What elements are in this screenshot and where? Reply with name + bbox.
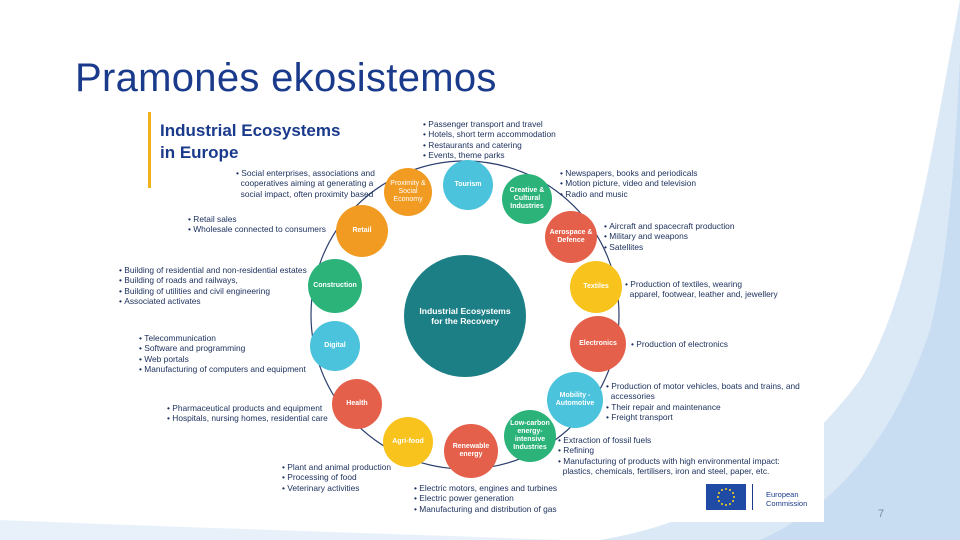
circle-digital [310,321,360,371]
desc-textiles [625,279,778,300]
label-mobility: Mobility - Automotive [555,392,595,407]
desc-renewable [414,483,557,514]
label-agrifood: Agri-food [392,438,424,445]
page-number: 7 [878,508,885,520]
desc-item: • Motion picture, video and television [560,178,697,188]
desc-mobility [606,381,800,422]
desc-item: • Building of residential and non-residential estates [119,265,307,275]
circle-creative [502,174,552,224]
circle-agrifood [383,417,433,467]
desc-item: • Military and weapons [604,231,735,241]
desc-item: • Production of textiles, wearing [625,279,778,289]
desc-item: • Manufacturing of products with high environmental impact: [558,456,780,466]
desc-item: • Newspapers, books and periodicals [560,168,697,178]
circle-retail [336,205,388,257]
logo-line-2: Commission [766,499,808,508]
desc-item: • Satellites [604,242,735,252]
circle-proximity [384,168,432,216]
desc-item: • Associated activates [119,296,307,306]
desc-item: • Processing of food [282,472,391,482]
label-tourism: Tourism [454,181,482,188]
desc-health [167,403,328,424]
desc-item: • Freight transport [606,412,800,422]
infographic-header [160,120,340,164]
desc-item: • Production of motor vehicles, boats and trains, and [606,381,800,391]
label-health: Health [346,400,368,407]
circle-renewable [444,424,498,478]
logo-divider [752,484,754,510]
desc-item: • Refining [558,445,780,455]
logo-line-1: European [766,490,799,499]
desc-aerospace [604,221,735,252]
desc-retail [188,214,326,235]
desc-item: • Veterinary activities [282,483,391,493]
desc-item: • Manufacturing and distribution of gas [414,504,557,514]
circle-energy-intensive [504,410,556,462]
circle-health [332,379,382,429]
circle-mobility [547,372,603,428]
desc-item: • Social enterprises, associations and [236,168,375,178]
eu-flag-icon [706,484,746,510]
desc-item: • Pharmaceutical products and equipment [167,403,328,413]
label-textiles: Textiles [583,283,609,290]
desc-item: • Manufacturing of computers and equipment [139,364,306,374]
header-line-2: in Europe [160,143,239,162]
desc-item: • Production of electronics [631,339,728,349]
label-aerospace: Aerospace & Defence [549,229,593,244]
desc-item: apparel, footwear, leather and, jewellery [629,289,778,300]
circle-tourism [443,160,493,210]
desc-item: • Extraction of fossil fuels [558,435,780,445]
desc-item: • Building of utilities and civil engineering [119,286,307,296]
circle-textiles [570,261,622,313]
desc-item: • Radio and music [560,189,697,199]
label-center: Industrial Ecosystems for the Recovery [419,305,511,326]
desc-digital [139,333,306,374]
desc-item: • Restaurants and catering [423,140,556,150]
desc-item: • Events, theme parks [423,150,556,160]
desc-item: • Hospitals, nursing homes, residential care [167,413,328,423]
label-renewable: Renewable energy [452,443,490,458]
label-digital: Digital [324,342,346,349]
desc-item: cooperatives aiming at generating a [240,178,374,189]
desc-agrifood [282,462,391,493]
circle-aerospace [545,211,597,263]
eu-commission-label [766,490,807,508]
slide-title: Pramonės ekosistemos [75,56,497,100]
desc-creative [560,168,697,199]
desc-item: social impact, often proximity based [240,188,374,199]
desc-item: accessories [610,391,655,402]
desc-item: • Telecommunication [139,333,306,343]
label-energy-intensive: Low-carbon energy-intensive Industries [510,420,550,451]
desc-item: • Plant and animal production [282,462,391,472]
desc-energy-intensive [558,435,780,476]
desc-item: • Their repair and maintenance [606,402,800,412]
desc-item: • Electric power generation [414,493,557,503]
desc-item: • Electric motors, engines and turbines [414,483,557,493]
desc-item: • Web portals [139,354,306,364]
desc-construction [119,265,307,306]
circle-electronics [570,316,626,372]
desc-proximity [236,168,375,199]
desc-item: • Hotels, short term accommodation [423,129,556,139]
circle-center [404,255,526,377]
desc-item: • Wholesale connected to consumers [188,224,326,234]
desc-item: • Passenger transport and travel [423,119,556,129]
desc-tourism [423,119,556,160]
desc-item: • Retail sales [188,214,326,224]
label-retail: Retail [352,227,372,234]
desc-item: • Aircraft and spacecraft production [604,221,735,231]
label-construction: Construction [313,282,357,289]
desc-electronics [631,339,728,349]
label-electronics: Electronics [579,340,617,347]
header-line-1: Industrial Ecosystems [160,121,341,140]
desc-item: • Software and programming [139,343,306,353]
desc-item: • Building of roads and railways, [119,275,307,285]
circle-construction [308,259,362,313]
label-proximity: Proximity & Social Economy [390,180,426,203]
desc-item: plastics, chemicals, fertilisers, iron and steel, paper, etc. [562,465,770,476]
label-creative: Creative & Cultural Industries [509,187,545,210]
header-accent-bar [148,112,151,188]
